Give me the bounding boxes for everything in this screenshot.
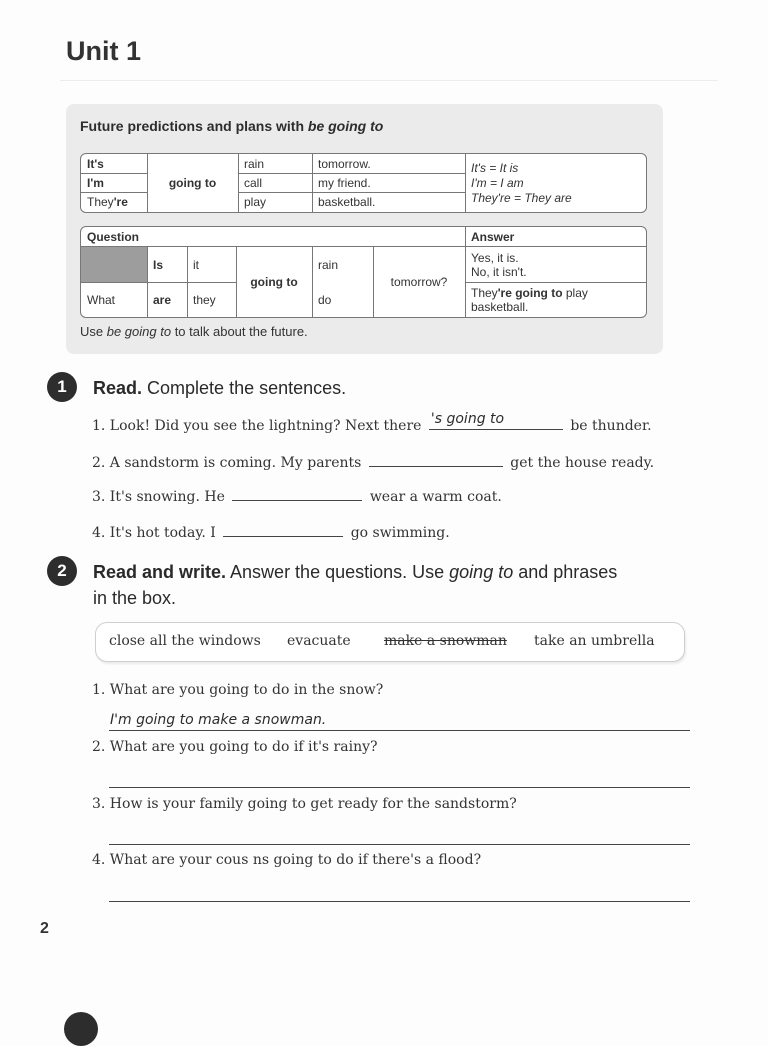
word-take-umbrella: take an umbrella <box>534 633 655 649</box>
object-basketball: basketball. <box>318 195 376 209</box>
title-divider <box>60 80 718 81</box>
verb-going-to: going to <box>168 176 217 190</box>
subject-theyre: They 're <box>87 195 128 209</box>
verb-rain-q: rain <box>318 257 339 272</box>
ex2-question-4: 4. What are your cous ns going to do if there's a flood? <box>92 852 482 868</box>
ex2-answer-line-2[interactable] <box>109 787 690 788</box>
ex1-sentence-2: 2. A sandstorm is coming. My parents get the house ready. <box>92 452 654 471</box>
object-my-friend: my friend. <box>318 175 371 190</box>
ex2-question-3: 3. How is your family going to get ready for the sandstorm? <box>92 796 517 812</box>
ex1-blank-3[interactable] <box>232 486 362 501</box>
ex2-answer-line-3[interactable] <box>109 844 690 845</box>
unit-title: Unit 1 <box>66 36 142 66</box>
wh-what: What <box>87 293 116 307</box>
going-to-cell: going to <box>250 275 298 289</box>
word-close-windows: close all the windows <box>109 633 261 649</box>
exercise-2-instruction: Read and write. Answer the questions. Use going to and phrases in the box. <box>93 562 618 608</box>
time-tomorrow: tomorrow? <box>390 275 448 289</box>
grammar-table-questions <box>80 226 647 318</box>
aux-are: are <box>153 293 172 307</box>
subject-they: they <box>193 293 216 307</box>
verb-call: call <box>244 175 263 190</box>
exercise-1-badge: 1 <box>47 372 77 402</box>
ex1-blank-2[interactable] <box>369 452 503 467</box>
exercise-2-badge: 2 <box>47 556 77 586</box>
ex1-sentence-3: 3. It's snowing. He wear a warm coat. <box>92 486 502 505</box>
ex1-sentence-4: 4. It's hot today. I go swimming. <box>92 522 450 541</box>
next-exercise-badge <box>64 1012 98 1046</box>
verb-rain: rain <box>244 156 265 171</box>
grammar-title: Future predictions and plans with be going to <box>80 118 384 134</box>
next-exercise-cutoff <box>110 1016 670 1024</box>
ex1-blank-1[interactable]: 's going to <box>429 415 563 430</box>
usage-note: Use be going to to talk about the future. <box>80 324 308 339</box>
ex1-blank-4[interactable] <box>223 522 343 537</box>
subject-im: I'm <box>87 175 104 190</box>
ex1-sentence-1: 1. Look! Did you see the lightning? Next there 's going to be thunder. <box>92 411 652 434</box>
answer-header: Answer <box>471 229 515 244</box>
object-tomorrow: tomorrow. <box>318 156 371 171</box>
ex2-answer-line-1[interactable] <box>109 730 690 731</box>
ex2-question-2: 2. What are you going to do if it's rainy? <box>92 739 378 755</box>
contraction-im: I'm = I am <box>471 176 524 190</box>
subject-its: It's <box>87 156 104 171</box>
ex2-answer-1: I'm going to make a snowman. <box>110 712 327 728</box>
answer-theyre-going-to: They're going to play basketball. <box>471 286 588 314</box>
ex2-question-1: 1. What are you going to do in the snow? <box>92 682 384 698</box>
aux-is: Is <box>153 257 164 272</box>
grammar-table-statements <box>80 153 647 213</box>
contraction-its: It's = It is <box>471 161 519 175</box>
ex2-answer-line-4[interactable] <box>109 901 690 902</box>
word-evacuate: evacuate <box>287 633 351 649</box>
empty-wh-cell <box>81 247 147 282</box>
subject-it: it <box>193 257 199 272</box>
page-number: 2 <box>40 920 49 937</box>
exercise-1-instruction: Read. Complete the sentences. <box>93 378 347 398</box>
verb-play: play <box>244 195 267 209</box>
contraction-theyre: They're = They are <box>471 191 572 205</box>
question-header: Question <box>87 229 140 244</box>
word-make-snowman: make a snowman <box>384 633 507 649</box>
answer-yes-no: Yes, it is. No, it isn't. <box>471 250 527 279</box>
verb-do-q: do <box>318 293 332 307</box>
